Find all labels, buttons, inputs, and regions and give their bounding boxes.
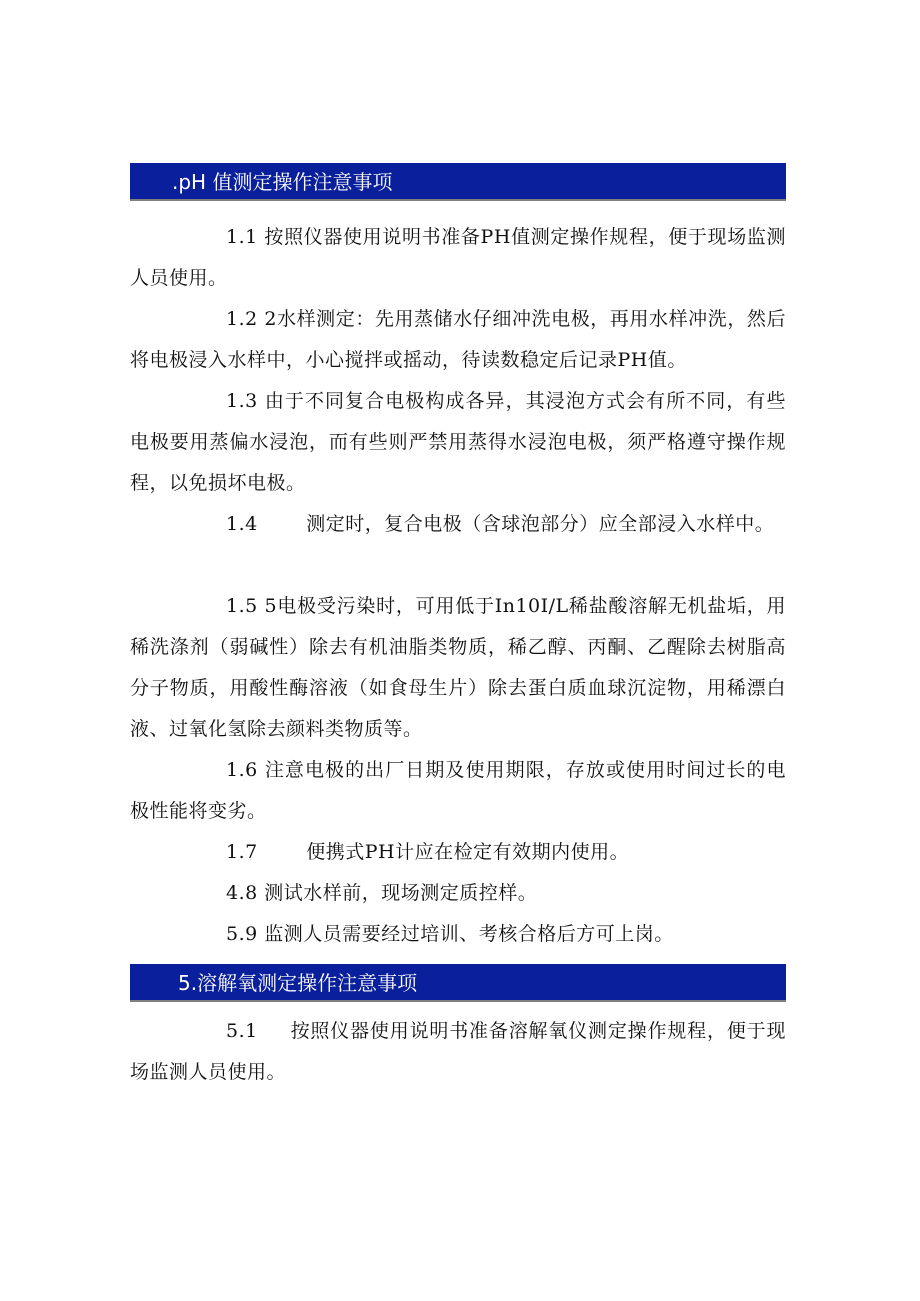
list-item bbox=[130, 750, 786, 832]
item-number: 1.7 bbox=[226, 841, 258, 863]
list-item bbox=[130, 381, 786, 504]
item-number: 4.8 bbox=[226, 882, 258, 904]
item-number: 1.3 bbox=[226, 390, 258, 412]
list-item bbox=[130, 299, 786, 381]
item-text: 5电极受污染时，可用低于In10I/L稀盐酸溶解无机盐垢，用稀洗涤剂（弱碱性）除去有机油脂类物质，稀乙醇、丙酮、乙醒除去树脂高分子物质，用酸性酶溶液（如食母生片）除去蛋白质血球沉淀物，用稀漂白液、过氧化氢除去颜料类物质等。 bbox=[130, 595, 786, 740]
item-text: 由于不同复合电极构成各异，其浸泡方式会有所不同，有些电极要用蒸偏水浸泡，而有些则严禁用蒸得水浸泡电极，须严格遵守操作规程，以免损坏电极。 bbox=[130, 390, 786, 494]
item-number: 1.4 bbox=[226, 513, 258, 535]
section-heading-dissolved-oxygen-text: 5.溶解氧测定操作注意事项 bbox=[178, 971, 418, 995]
item-number: 1.5 bbox=[226, 595, 258, 617]
item-number: 5.9 bbox=[226, 923, 258, 945]
list-item bbox=[130, 586, 786, 750]
list-item bbox=[130, 1011, 786, 1093]
list-item bbox=[130, 217, 786, 299]
list-item bbox=[130, 873, 786, 914]
item-text: 便携式PH计应在检定有效期内使用。 bbox=[306, 841, 630, 863]
section-heading-ph-text: .pH 值测定操作注意事项 bbox=[172, 170, 393, 194]
item-text: 按照仪器使用说明书准备PH值测定操作规程，便于现场监测人员使用。 bbox=[130, 226, 787, 289]
item-text: 2水样测定：先用蒸储水仔细冲洗电极，再用水样冲洗，然后将电极浸入水样中，小心搅拌或摇动，待读数稳定后记录PH值。 bbox=[130, 308, 786, 371]
item-text: 测试水样前，现场测定质控样。 bbox=[264, 882, 538, 904]
item-text: 按照仪器使用说明书准备溶解氧仪测定操作规程，便于现场监测人员使用。 bbox=[130, 1020, 786, 1083]
item-number: 5.1 bbox=[226, 1020, 258, 1042]
item-text: 监测人员需要经过培训、考核合格后方可上岗。 bbox=[264, 923, 674, 945]
item-number: 1.6 bbox=[226, 759, 258, 781]
list-item bbox=[130, 832, 786, 873]
item-number: 1.1 bbox=[226, 226, 258, 248]
list-item bbox=[130, 914, 786, 955]
section-heading-dissolved-oxygen bbox=[130, 964, 786, 1002]
section-heading-ph bbox=[130, 163, 786, 201]
list-item bbox=[130, 504, 786, 545]
item-number: 1.2 bbox=[226, 308, 258, 330]
item-text: 注意电极的出厂日期及使用期限，存放或使用时间过长的电极性能将变劣。 bbox=[130, 759, 786, 822]
item-text: 测定时，复合电极（含球泡部分）应全部浸入水样中。 bbox=[306, 513, 775, 535]
